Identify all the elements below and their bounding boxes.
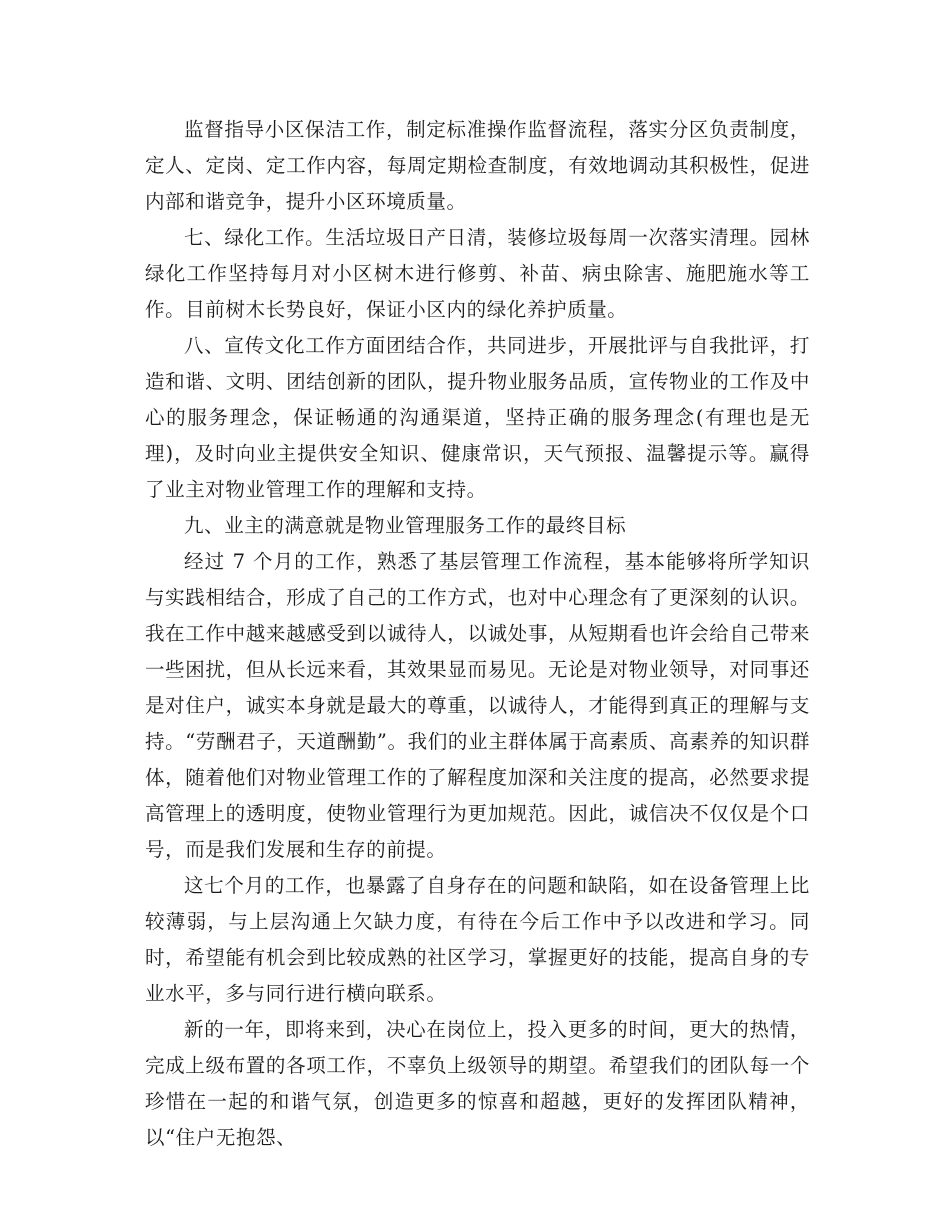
paragraph-greening-work: 七、绿化工作。生活垃圾日产日清，装修垃圾每周一次落实清理。园林绿化工作坚持每月对小区树木进行修剪、补苗、病虫除害、施肥施水等工作。目前树木长势良好，保证小区内的绿化养护质量。 <box>145 226 810 321</box>
document-body <box>145 112 810 1156</box>
paragraph-cleaning-supervision: 监督指导小区保洁工作，制定标准操作监督流程，落实分区负责制度，定人、定岗、定工作内容，每周定期检查制度，有效地调动其积极性，促进内部和谐竞争，提升小区环境质量。 <box>145 118 810 213</box>
paragraph-owner-satisfaction-heading: 九、业主的满意就是物业管理服务工作的最终目标 <box>184 514 627 537</box>
paragraph-seven-months-experience: 经过 7 个月的工作，熟悉了基层管理工作流程，基本能够将所学知识与实践相结合，形成了自己的工作方式，也对中心理念有了更深刻的认识。我在工作中越来越感受到以诚待人，以诚处事，从短期看也许会给自己带来一些困扰，但从长远来看，其效果显而易见。无论是对物业领导，对同事还是对住户，诚实本身就是最大的尊重，以诚待人，才能得到真正的理解与支持。“劳酬君子，天道酬勤”。我们的业主群体属于高素质、高素养的知识群体，随着他们对物业管理工作的了解程度加深和关注度的提高，必然要求提高管理上的透明度，使物业管理行为更加规范。因此，诚信决不仅仅是个口号，而是我们发展和生存的前提。 <box>145 550 810 861</box>
paragraph-problems-and-shortcomings: 这七个月的工作，也暴露了自身存在的问题和缺陷，如在设备管理上比较薄弱，与上层沟通上欠缺力度，有待在今后工作中予以改进和学习。同时，希望能有机会到比较成熟的社区学习，掌握更好的技能，提高自身的专业水平，多与同行进行横向联系。 <box>145 874 810 1005</box>
paragraph-new-year-resolution: 新的一年，即将来到，决心在岗位上，投入更多的时间，更大的热情，完成上级布置的各项工作，不辜负上级领导的期望。希望我们的团队每一个珍惜在一起的和谐气氛，创造更多的惊喜和超越，更好的发挥团队精神，以“住户无抱怨、 <box>145 1018 810 1149</box>
paragraph-publicity-culture: 八、宣传文化工作方面团结合作，共同进步，开展批评与自我批评，打造和谐、文明、团结创新的团队，提升物业服务品质，宣传物业的工作及中心的服务理念，保证畅通的沟通渠道，坚持正确的服务理念(有理也是无理)，及时向业主提供安全知识、健康常识，天气预报、温馨提示等。赢得了业主对物业管理工作的理解和支持。 <box>145 334 810 501</box>
